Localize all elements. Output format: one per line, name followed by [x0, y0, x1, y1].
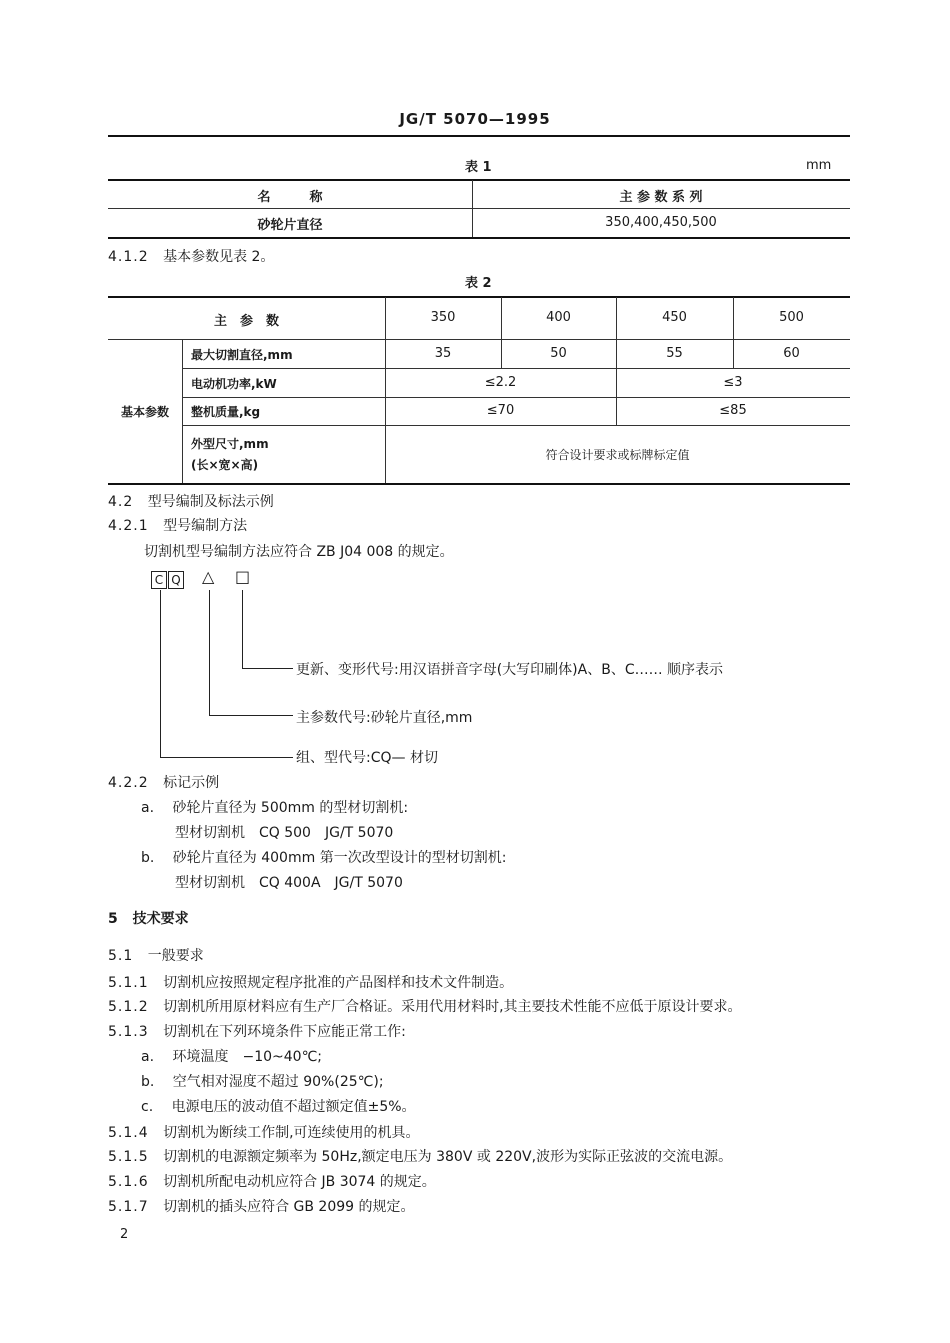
table2-col-400: 400 — [546, 310, 571, 325]
table2-vline-group — [182, 340, 183, 483]
cut-diameter-350: 35 — [434, 346, 452, 361]
list-marker: c. — [141, 1099, 154, 1115]
dimension-value: 符合设计要求或标牌标定值 — [545, 448, 690, 462]
table2-col-450: 450 — [662, 310, 687, 325]
table1-header-series: 主 参 数 系 列 — [619, 190, 703, 205]
power-450-500: ≤3 — [723, 375, 743, 390]
clause-5-1-7 — [108, 1196, 415, 1216]
main-leader-horizontal — [209, 715, 293, 716]
table1-row-name: 砂轮片直径 — [257, 218, 323, 233]
example-b — [141, 847, 506, 867]
clause-4-2-2 — [108, 772, 219, 792]
list-marker: b. — [141, 1074, 155, 1090]
model-code-boxes — [151, 569, 185, 589]
clause-text: 标记示例 — [163, 775, 220, 791]
header-rule — [108, 135, 850, 137]
row-dimension-label: 外型尺寸,mm — [191, 437, 269, 451]
standard-number-header: JG/T 5070—1995 — [399, 110, 551, 128]
power-350-400: ≤2.2 — [484, 375, 517, 390]
update-leader-horizontal — [242, 668, 293, 669]
clause-text: 切割机的插头应符合 GB 2099 的规定。 — [163, 1199, 415, 1215]
example-b-mark: 型材切割机 CQ 400A JG/T 5070 — [175, 875, 403, 891]
code-box-q: Q — [168, 571, 184, 589]
clause-text: 型号编制及标法示例 — [147, 494, 274, 510]
table1-bottom-rule — [108, 237, 850, 239]
group-leader-horizontal — [160, 757, 293, 758]
clause-4-2-1 — [108, 515, 247, 535]
cut-diameter-450: 55 — [666, 346, 683, 361]
clause-number: 5.1.3 — [108, 1024, 149, 1040]
table2-rule-3 — [182, 397, 850, 398]
clause-text: 切割机应按照规定程序批准的产品图样和技术文件制造。 — [163, 975, 514, 991]
table1-top-rule — [108, 179, 850, 181]
row-mass-label: 整机质量,kg — [191, 405, 261, 419]
code-box-c: C — [151, 571, 167, 589]
group-leader-vertical — [160, 590, 161, 757]
clause-5-1-4 — [108, 1122, 420, 1142]
clause-number: 5.1.6 — [108, 1174, 149, 1190]
env-item-c — [141, 1096, 416, 1116]
example-text: 砂轮片直径为 400mm 第一次改型设计的型材切割机: — [172, 850, 507, 866]
clause-text: 切割机为断续工作制,可连续使用的机具。 — [163, 1125, 420, 1141]
table1-header-name: 名 称 — [257, 190, 323, 205]
row-cut-diameter-label: 最大切割直径,mm — [191, 348, 293, 362]
clause-number: 5.1.2 — [108, 999, 149, 1015]
env-text: 空气相对湿度不超过 90%(25℃); — [172, 1074, 384, 1090]
clause-number: 4.2.1 — [108, 518, 149, 534]
table2-rule-1 — [108, 339, 850, 340]
clause-number: 4.2.2 — [108, 775, 149, 791]
clause-4-1-2 — [108, 246, 274, 266]
cut-diameter-400: 50 — [550, 346, 567, 361]
clause-5-1-6 — [108, 1171, 436, 1191]
env-text: 电源电压的波动值不超过额定值±5%。 — [171, 1099, 416, 1115]
clause-number: 5.1.4 — [108, 1125, 149, 1141]
cut-diameter-500: 60 — [783, 346, 800, 361]
table2-top-rule — [108, 296, 850, 298]
list-marker: a. — [141, 800, 155, 816]
section-number: 5 — [108, 911, 118, 927]
clause-number: 4.1.2 — [108, 249, 149, 265]
section-title: 技术要求 — [132, 911, 189, 927]
clause-text: 基本参数见表 2。 — [163, 249, 275, 265]
example-text: 砂轮片直径为 500mm 的型材切割机: — [172, 800, 409, 816]
update-leader-vertical — [242, 590, 243, 668]
section-5-heading — [108, 908, 189, 928]
clause-4-2 — [108, 491, 274, 511]
main-leader-vertical — [209, 590, 210, 715]
list-marker: a. — [141, 1049, 155, 1065]
list-marker: b. — [141, 850, 155, 866]
env-item-b — [141, 1071, 384, 1091]
row-dimension-sublabel: (长×宽×高) — [191, 458, 259, 472]
clause-5-1-5 — [108, 1146, 732, 1166]
clause-text: 型号编制方法 — [163, 518, 248, 534]
mass-350-400: ≤70 — [486, 403, 515, 418]
clause-number: 5.1 — [108, 948, 134, 964]
clause-text: 切割机所配电动机应符合 JB 3074 的规定。 — [163, 1174, 436, 1190]
clause-number: 5.1.1 — [108, 975, 149, 991]
table2-main-param: 主 参 数 — [213, 314, 279, 329]
clause-5-1-3 — [108, 1021, 406, 1041]
example-a — [141, 797, 408, 817]
table2-col-500: 500 — [779, 310, 804, 325]
clause-text: 切割机的电源额定频率为 50Hz,额定电压为 380V 或 220V,波形为实际正弦波的交流电源。 — [163, 1149, 733, 1165]
table1-row-value: 350,400,450,500 — [605, 215, 717, 230]
clause-number: 4.2 — [108, 494, 134, 510]
clause-5-1-1 — [108, 972, 513, 992]
table1-caption: 表 1 — [465, 160, 492, 175]
table2-group-label: 基本参数 — [120, 405, 169, 419]
table2-bottom-rule — [108, 483, 850, 485]
clause-number: 5.1.7 — [108, 1199, 149, 1215]
table2-caption: 表 2 — [465, 276, 492, 291]
env-text: 环境温度 −10~40℃; — [172, 1049, 323, 1065]
table1-mid-rule — [108, 208, 850, 209]
clause-text: 一般要求 — [147, 948, 204, 964]
update-code-label: 更新、变形代号:用汉语拼音字母(大写印刷体)A、B、C…… 顺序表示 — [296, 662, 724, 678]
table2-col-350: 350 — [430, 310, 456, 325]
page-number: 2 — [120, 1227, 129, 1242]
clause-text: 切割机在下列环境条件下应能正常工作: — [163, 1024, 406, 1040]
table1-unit: mm — [806, 158, 832, 173]
main-param-code-label: 主参数代号:砂轮片直径,mm — [296, 710, 473, 726]
group-code-label: 组、型代号:CQ— 材切 — [296, 750, 438, 766]
table2-rule-2 — [182, 368, 850, 369]
example-a-mark: 型材切割机 CQ 500 JG/T 5070 — [175, 825, 394, 841]
table2-rule-4 — [182, 425, 850, 426]
main-param-triangle-icon: △ — [202, 567, 215, 586]
update-square-icon: □ — [235, 567, 251, 586]
clause-4-2-1-body: 切割机型号编制方法应符合 ZB J04 008 的规定。 — [144, 544, 454, 560]
mass-450-500: ≤85 — [719, 403, 747, 418]
clause-5-1-2 — [108, 996, 742, 1016]
clause-text: 切割机所用原材料应有生产厂合格证。采用代用材料时,其主要技术性能不应低于原设计要求。 — [163, 999, 742, 1015]
row-power-label: 电动机功率,kW — [191, 377, 277, 391]
env-item-a — [141, 1046, 322, 1066]
clause-5-1 — [108, 945, 204, 965]
clause-number: 5.1.5 — [108, 1149, 149, 1165]
